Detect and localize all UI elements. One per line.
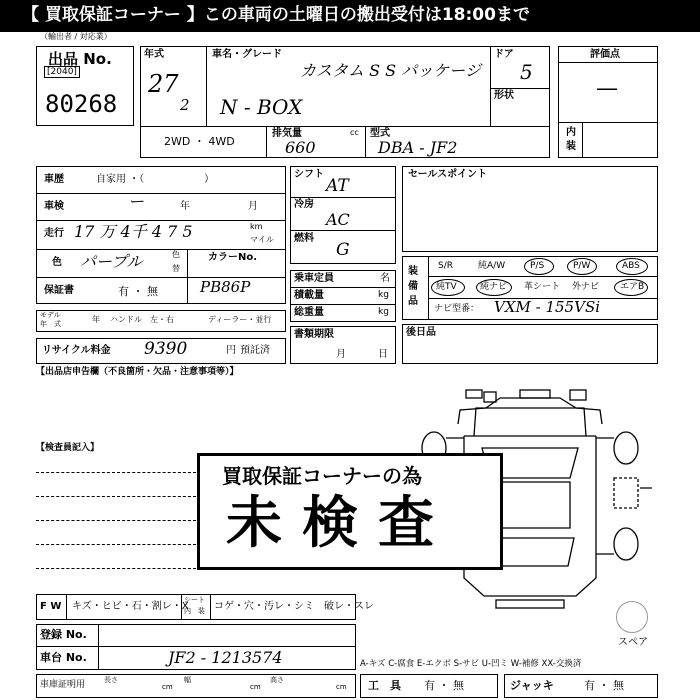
displacement-label: 排気量 xyxy=(272,128,302,139)
equip-abs: ABS xyxy=(622,261,640,271)
spare-label: スペア xyxy=(618,637,648,648)
color-code-value: PB86P xyxy=(200,278,251,296)
warranty-label: 保証書 xyxy=(44,285,74,296)
equip-airbag: エアB xyxy=(620,282,645,292)
inspection-year: 年 xyxy=(180,201,190,212)
fuel-value: G xyxy=(336,240,350,260)
spare-tire-icon xyxy=(616,601,648,633)
registration-label: 登録 No. xyxy=(40,628,87,641)
equip-ps-circle xyxy=(524,258,554,275)
year-value: 27 xyxy=(148,70,179,98)
color-code-label: カラーNo. xyxy=(208,252,258,263)
banner-text: 【 買取保証コーナー 】この車両の土曜日の搬出受付は18:00まで xyxy=(22,5,530,25)
type-label: 型式 xyxy=(370,128,390,139)
capacity-unit: 名 xyxy=(380,273,390,284)
interior-label: 内装 xyxy=(566,127,576,152)
score-value: — xyxy=(596,76,618,101)
header-remnant: （輸出者 / 対応業） xyxy=(40,32,112,41)
lot-number: 80268 xyxy=(45,90,118,118)
docs-deadline-day: 日 xyxy=(378,349,388,360)
sales-point-label: セールスポイント xyxy=(408,169,488,180)
equip-aw: 純A/W xyxy=(478,261,506,271)
inspection-label: 車検 xyxy=(44,201,64,212)
color-change-bottom: 替 xyxy=(172,264,180,273)
cert-width-cm: cm xyxy=(250,683,261,691)
equip-abs-circle xyxy=(616,258,648,275)
shape-label: 形状 xyxy=(494,90,514,101)
tools-label: 工 具 xyxy=(368,679,401,692)
equip-tv: 純TV xyxy=(436,282,457,292)
doors-value: 5 xyxy=(520,60,533,84)
shift-label: シフト xyxy=(294,169,324,180)
cert-long: 長さ xyxy=(104,676,118,684)
color-change-top: 色 xyxy=(172,250,180,259)
model-year-dealer: ディーラー・並行 xyxy=(208,315,272,324)
mirror-top-left xyxy=(466,390,482,398)
equipment-label: 装備品 xyxy=(408,266,418,307)
type-value: DBA - JF2 xyxy=(378,138,458,157)
model-year-year: 年 xyxy=(92,315,100,324)
recycle-status: 預託済 xyxy=(240,345,270,356)
weight-label: 総重量 xyxy=(294,307,324,318)
mileage-value: 17 万 4千 4 7 5 xyxy=(74,222,193,241)
jack-label: ジャッキ xyxy=(510,679,554,692)
mileage-unit-mile: マイル xyxy=(250,235,274,244)
fw-sheet-top: シート xyxy=(184,596,205,604)
inspector-label: 【検査員記入】 xyxy=(36,443,100,453)
ac-label: 冷房 xyxy=(294,199,314,210)
equip-pw: P/W xyxy=(573,261,591,271)
shift-value: AT xyxy=(326,176,349,196)
lot-sub xyxy=(44,66,80,78)
navi-value: VXM - 155VSi xyxy=(494,298,601,316)
equip-leather: 革シート xyxy=(524,282,561,292)
year-month: 2 xyxy=(180,96,190,114)
jack-value: 有 ・ 無 xyxy=(584,679,624,692)
cert-height-cm: cm xyxy=(336,683,347,691)
equip-pw-circle xyxy=(567,258,597,275)
lot-label: 出品 No. xyxy=(48,50,112,68)
equip-airbag-circle xyxy=(614,279,648,296)
fw-text2: コゲ・穴・汚レ・シミ 破レ・スレ xyxy=(214,601,374,612)
equip-navi: 純ナビ xyxy=(480,282,508,292)
equip-ps: P/S xyxy=(530,261,545,271)
equip-navi-circle xyxy=(476,279,512,296)
damage-legend: A-キズ C-腐食 E-エクボ S-サビ U-凹ミ W-補修 XX-交換済 xyxy=(360,659,582,669)
doors-label: ドア xyxy=(494,49,514,60)
chassis-value: JF2 - 1213574 xyxy=(168,648,283,667)
fw-text: キズ・ヒビ・石・割レ・X xyxy=(72,601,189,612)
equip-tv-circle xyxy=(431,279,465,296)
year-label: 年式 xyxy=(144,49,164,60)
score-label: 評価点 xyxy=(590,49,620,60)
stamp-line1: 買取保証コーナーの為 xyxy=(222,464,422,488)
model-year-label-top: モデル xyxy=(40,311,61,319)
color-label: 色 xyxy=(52,257,62,268)
displacement-value: 660 xyxy=(285,138,316,157)
weight-unit: kg xyxy=(378,307,389,317)
history-label: 車歴 xyxy=(44,174,64,185)
cert-label: 車庫証明用 xyxy=(40,680,86,690)
warranty-value: 有 ・ 無 xyxy=(118,285,158,298)
tools-value: 有 ・ 無 xyxy=(424,679,464,692)
inspection-month: 月 xyxy=(248,201,258,212)
ac-value: AC xyxy=(326,210,350,229)
model-grade: カスタム S S パッケージ xyxy=(300,61,481,80)
seller-notes-label: 【出品店申告欄（不良箇所・欠品・注意事項等）】 xyxy=(36,367,239,377)
capacity-label: 乗車定員 xyxy=(294,273,334,284)
docs-deadline-month: 月 xyxy=(336,349,346,360)
retrofit-box xyxy=(402,324,658,364)
history-options: 自家用 ・（ ） xyxy=(96,174,215,185)
stamp-line2: 未検査 xyxy=(226,491,454,556)
model-year-handle: ハンドル 左・右 xyxy=(110,315,174,324)
recycle-value: 9390 xyxy=(144,339,188,359)
fw-label: F W xyxy=(40,601,62,612)
cert-height: 高さ xyxy=(270,676,284,684)
retrofit-label: 後日品 xyxy=(406,327,436,338)
docs-deadline-label: 書類期限 xyxy=(294,329,334,340)
model-year-label-bottom: 年 式 xyxy=(40,320,61,328)
equip-sr: S/R xyxy=(438,261,453,271)
drive-text: 2WD ・ 4WD xyxy=(164,135,235,148)
model-label: 車名・グレード xyxy=(212,49,282,60)
model-name: N - BOX xyxy=(220,95,303,119)
fuel-label: 燃料 xyxy=(294,233,314,244)
load-label: 積載量 xyxy=(294,290,324,301)
equip-ext-navi: 外ナビ xyxy=(572,282,600,292)
fw-sheet-bottom: 内 装 xyxy=(184,607,205,615)
navi-label: ナビ型番： xyxy=(434,304,480,314)
wheel-front-right xyxy=(614,432,638,464)
mileage-unit-km: km xyxy=(250,222,263,231)
color-value: パープル xyxy=(80,252,143,271)
displacement-unit: cc xyxy=(350,128,359,137)
cert-long-cm: cm xyxy=(162,683,173,691)
load-unit: kg xyxy=(378,290,389,300)
top-bumper xyxy=(520,390,550,398)
recycle-label: リサイクル料金 xyxy=(42,345,111,356)
chassis-label: 車台 No. xyxy=(40,651,87,664)
wheel-rear-right xyxy=(614,528,638,560)
mileage-label: 走行 xyxy=(44,228,64,239)
recycle-unit: 円 xyxy=(226,345,236,356)
lot-sub-text: [2040] xyxy=(47,67,77,77)
cert-width: 幅 xyxy=(184,676,191,684)
inspection-value: ー xyxy=(128,192,145,211)
